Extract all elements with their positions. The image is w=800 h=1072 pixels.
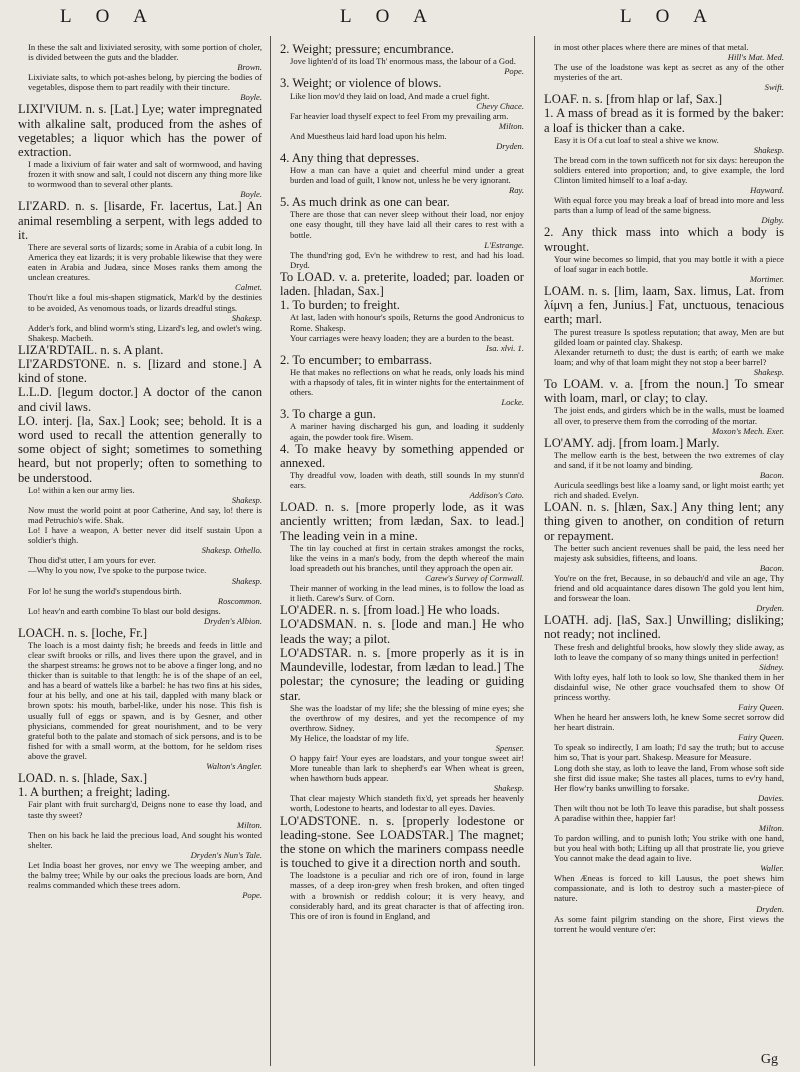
quotation-source: Fairy Queen. [738,702,784,713]
quotation-source: Roscommon. [217,595,262,606]
quotation: Lo! within a ken our army lies. [28,484,135,495]
quotation: Adder's fork, and blind worm's sting, Lizard's leg, and owlet's wing. Shakesp. Macbeth. [28,322,262,343]
quotation: Easy it is Of a cut loaf to steal a shive we know. [554,134,719,145]
quotation: And Muestheus laid hard load upon his helm. [290,130,447,141]
quotation: He that makes no reflections on what he reads, only loads his mind with a rhapsody of tales, fit in winter nights for the entertainment of others. [290,366,524,398]
dictionary-entry: LOAD. n. s. [more properly lode, as it was anciently written; from lædan, Sax. to lead.] The leading vein in a mine. [280,500,524,543]
quotation: As some faint pilgrim standing on the shore, First views the torrent he would venture o'er: [554,913,784,934]
quotation: O happy fair! Your eyes are loadstars, and your tongue sweet air! More tuneable than lark to shepherd's ear When wheat is green, when hawthorn buds appear. [290,753,524,784]
quotation: She was the loadstar of my life; she the blessing of mine eyes; she the overthrow of my desires, and yet the recompence of my overthrow. Sidney. [290,702,524,733]
quotation-source: Addison's Cato. [469,490,524,501]
dictionary-entry: LOACH. n. s. [loche, Fr.] [18,625,148,640]
dictionary-entry: LO'ADER. n. s. [from load.] He who loads. [280,603,500,618]
quotation-source: L'Estrange. [484,239,524,250]
quotation-source: Isa. xlvi. 1. [486,342,524,353]
quotation: Far heavier load thyself expect to feel From my prevailing arm. [290,110,509,121]
dictionary-entry: 1. A burthen; a freight; lading. [18,785,171,800]
quotation-source: Shakesp. [231,494,262,505]
dictionary-entry: LOAN. n. s. [hlæn, Sax.] Any thing lent; any thing given to another, on condition of return or repayment. [544,500,784,543]
quotation-source: Locke. [501,397,524,408]
quotation-source: Sidney. [759,661,784,672]
dictionary-entry: 2. Weight; pressure; encumbrance. [280,42,454,56]
dictionary-column-1 [18,42,262,900]
quotation: With equal force you may break a loaf of bread into more and less parts than a lump of lead of the same bigness. [554,195,784,216]
quotation: Alexander returneth to dust; the dust is earth; of earth we make loam; and why of that loam might they not stop a beer barrel? [554,346,784,367]
quotation-source: Milton. [758,823,784,833]
quotation-source: Boyle. [240,189,262,200]
quotation-source: Shakesp. [231,312,262,323]
quotation-source: Dryden's Albion. [203,615,262,626]
quotation-source: Hayward. [750,185,784,196]
quotation: At last, laden with honour's spoils, Returns the good Andronicus to Rome. Shakesp. [290,312,524,333]
quotation: Jove lighten'd of its load Th' enormous mass, the labour of a God. [290,56,516,67]
quotation-source: Bacon. [759,470,784,481]
quotation: Now must the world point at poor Catherine, And say, lo! there is mad Petruchio's wife. Shak. [28,504,262,526]
dictionary-entry: LOAF. n. s. [from hlap or laf, Sax.] [544,92,723,107]
quotation: Like lion mov'd they laid on load, And made a cruel fight. [290,90,490,101]
quotation: You're on the fret, Because, in so debauch'd and vile an age, Thy friend and old acquaintance dares disown The gold you lent him, and forswear the loan. [554,573,784,604]
signature-mark: Gg [760,1052,778,1067]
dictionary-entry: 2. To encumber; to embarrass. [280,352,433,367]
quotation-source: Pope. [242,890,262,901]
quotation: I made a lixivium of fair water and salt of wormwood, and having frozen it with snow and salt, I could not discern any thing more like to wormwood than to several other plants. [28,159,262,190]
quotation: Lo! I have a weapon, A better never did itself sustain Upon a soldier's thigh. [28,525,262,546]
quotation: That clear majesty Which standeth fix'd, yet spreads her heavenly worth, Lodestone to hearts, and lodestar to all eyes. Davies. [290,793,524,814]
quotation: With lofty eyes, half loth to look so low, She thanked them in her disdainful wise, Ne other grace vouchsafed them to show Of princess worthy. [554,671,784,703]
quotation: When Æneas is forced to kill Lausus, the poet shews him compassionate, and is loth to destroy such a master-piece of nature. [554,873,784,904]
dictionary-entry: L.L.D. [legum doctor.] A doctor of the canon and civil laws. [18,385,262,414]
dictionary-entry: LOATH. adj. [laS, Sax.] Unwilling; disliking; not ready; not inclined. [544,613,784,642]
quotation-source: Pope. [504,66,524,77]
quotation: The use of the loadstone was kept as secret as any of the other mysteries of the art. [554,62,784,83]
quotation-source: Shakesp. [493,783,524,794]
quotation-source: Carew's Survey of Cornwall. [425,573,524,584]
quotation: The bread corn in the town sufficeth not for six days: hereupon the soldiers entered into proportion; and, to give example, the lord Clinton limited himself to a loaf a-day. [554,154,784,186]
quotation: To speak so indirectly, I am loath; I'd say the truth; but to accuse him so, That is your part. Shakesp. Measure for Measure. [554,742,784,763]
quotation: For lo! he sung the world's stupendous birth. [28,585,182,596]
dictionary-entry: 4. To make heavy by something appended or annexed. [280,441,524,470]
dictionary-entry: 1. A mass of bread as it is formed by the baker: a loaf is thicker than a cake. [544,106,784,135]
quotation-source: Chevy Chace. [476,100,524,111]
running-head-center: L O A [340,6,437,27]
dictionary-entry: 4. Any thing that depresses. [280,150,420,165]
quotation-source: Dryden. [756,603,784,614]
quotation-source: Spenser. [495,743,524,754]
quotation: The thund'ring god, Ev'n he withdrew to rest, and had his load. Dryd. [290,249,524,270]
running-head-left: L O A [60,6,157,27]
dictionary-entry: LO. interj. [la, Sax.] Look; see; behold. It is a word used to recall the attention generally to some object of sight; sometimes to something heard, but not properly; often to something to be understood. [18,413,262,485]
dictionary-entry: LIXI'VIUM. n. s. [Lat.] Lye; water impregnated with alkaline salt, produced from the ashes of vegetables; a liquor which has the power of extraction. [18,102,262,159]
quotation: Thou did'st utter, I am yours for ever. [28,555,156,566]
dictionary-entry: LO'ADSTONE. n. s. [properly lodestone or leading-stone. See LOADSTAR.] The magnet; the stone on which the mariners compass needle is touched to give it a direction north and south. [280,813,524,871]
quotation: Then wilt thou not be loth To leave this paradise, but shalt possess A paradise within thee, happier far! [554,802,784,823]
quotation: Their manner of working in the lead mines, is to follow the load as it lieth. Carew's Surv. of Corn. [290,583,524,604]
quotation: Your wine becomes so limpid, that you may bottle it with a piece of loaf sugar in each bottle. [554,253,784,274]
dictionary-entry: 3. Weight; or violence of blows. [280,76,442,91]
quotation-source: Hill's Mat. Med. [727,52,784,63]
dictionary-entry: 2. Any thick mass into which a body is wrought. [544,225,784,254]
quotation: in most other places where there are mines of that metal. [554,42,749,52]
quotation-source: Mortimer. [749,274,784,285]
dictionary-entry: LI'ZARDSTONE. n. s. [lizard and stone.] A kind of stone. [18,357,262,386]
quotation-source: Boyle. [240,92,262,103]
dictionary-entry: 1. To burden; to freight. [280,298,400,313]
quotation-source: Calmet. [235,282,262,293]
quotation-source: Shakesp. [231,575,262,586]
quotation-source: Digby. [761,215,784,226]
quotation-source: Shakesp. [753,367,784,378]
quotation: Long doth she stay, as loth to leave the land, From whose soft side she first did issue make; She tastes all places, turns to ev'ry hand, Her flow'ry banks unwilling to forsake. [554,762,784,793]
dictionary-entry: To LOAD. v. a. preterite, loaded; par. loaden or laden. [hladan, Sax.] [280,269,524,299]
column-rule-left [270,36,271,1066]
quotation-source: Walton's Angler. [206,761,262,772]
quotation-source: Shakesp. [753,144,784,155]
running-head [0,6,800,36]
quotation: The tin lay couched at first in certain strakes amongst the rocks, like the veins in a man's body, from the depth whereof the main load spreadeth out his branches, until they approach the open air. [290,542,524,573]
quotation-source: Milton. [498,120,524,131]
quotation-source: Moxon's Mech. Exer. [712,425,784,436]
quotation-source: Bacon. [759,563,784,573]
dictionary-entry: LOAM. n. s. [lim, laam, Sax. limus, Lat. from λίμνη a fen, Junius.] Fat, unctuous, tenacious earth; marl. [544,284,784,327]
quotation: To pardon willing, and to punish loth; You strike with one hand, but you heal with both; Lifting up all that prostrate lie, you grieve You cannot make the dead again to live. [554,833,784,864]
quotation-source: Davies. [757,792,784,803]
quotation-source: Swift. [764,82,784,93]
quotation: The better such ancient revenues shall be paid, the less need her majesty ask subsidies, fifteens, and loans. [554,542,784,563]
quotation-source: Dryden. [496,140,524,151]
quotation: Lixiviate salts, to which pot-ashes belong, by piercing the bodies of vegetables, dispose them to part readily with their tincture. [28,72,262,93]
column-rule-right [534,36,535,1066]
dictionary-entry: 3. To charge a gun. [280,407,376,422]
quotation: The loadstone is a peculiar and rich ore of iron, found in large masses, of a deep iron-grey when fresh broken, and often tinged with a brownish or reddish colour; it is very heavy, and considerably hard, and its great character is that of affecting iron. This ore of iron is found in England, and [290,870,524,921]
quotation: These fresh and delightful brooks, how slowly they slide away, as loth to leave the company of so many things united in perfection! [554,641,784,662]
quotation: My Helice, the loadstar of my life. [290,732,409,743]
quotation: The joist ends, and girders which be in the walls, must be loamed all over, to preserve them from the corroding of the mortar. [554,405,784,426]
quotation-source: Fairy Queen. [738,732,784,743]
quotation-source: Ray. [508,185,524,196]
quotation-source: Shakesp. Othello. [201,545,262,556]
quotation-source: Dryden. [756,903,784,914]
quotation: Thy dreadful vow, loaden with death, still sounds In my stunn'd ears. [290,470,524,491]
quotation: Auricula seedlings best like a loamy sand, or light moist earth; yet rich and shaded. Evelyn. [554,480,784,501]
quotation: Lo! heav'n and earth combine To blast our bold designs. [28,605,221,616]
quotation: The loach is a most dainty fish; he breeds and feeds in little and clear swift brooks or rills, and lives there upon the gravel, and in the sharpest streams: he grows not to be above a finger long, and no thicker than is suitable to that length: he is of the shape of an eel, and has a beard of wattels like a barbel: he has two fins at his sides, four at his belly, and one at his tail, dappled with many black or brown spots: his mouth, barbel-like, under his nose. This fish is usually full of eggs or spawn, and is by Gesner, and other physicians, commended for great nourishment, and to be very grateful both to the palate and stomach of sick persons, and is to be fished for with a small worm, at the bottom, for he seldom rises above the gravel. [28,639,262,761]
dictionary-entry: LO'ADSMAN. n. s. [lode and man.] He who leads the way; a pilot. [280,617,524,646]
quotation: There are those that can never sleep without their load, nor enjoy one easy thought, till they have laid all their cares to rest with a bottle. [290,209,524,240]
quotation: When he heard her answers loth, he knew Some secret sorrow did her heart distrain. [554,712,784,733]
quotation: Let India boast her groves, nor envy we The weeping amber, and the balmy tree; While by our oaks the precious loads are born, And realms commanded which these trees adorn. [28,859,262,890]
quotation: Fair plant with fruit surcharg'd, Deigns none to ease thy load, and taste thy sweet? [28,799,262,820]
quotation-source: Waller. [760,863,784,874]
quotation: Your carriages were heavy loaden; they are a burden to the beast. [290,332,514,343]
dictionary-entry: To LOAM. v. a. [from the noun.] To smear with loam, marl, or clay; to clay. [544,377,784,406]
quotation-source: Dryden's Nun's Tale. [190,849,262,860]
dictionary-entry: LIZA'RDTAIL. n. s. A plant. [18,342,164,357]
quotation: —Why lo you now, I've spoke to the purpose twice. [28,565,207,576]
dictionary-entry: LO'AMY. adj. [from loam.] Marly. [544,435,720,450]
dictionary-entry: LO'ADSTAR. n. s. [more properly as it is in Maundeville, lodestar, from lædan to lead.] The polestar; the cynosure; the leading or guiding star. [280,645,524,703]
running-head-right: L O A [620,6,717,27]
quotation-source: Milton. [236,819,262,830]
quotation: The mellow earth is the best, between the two extremes of clay and sand, if it be not loamy and binding. [554,449,784,470]
dictionary-entry: LI'ZARD. n. s. [lisarde, Fr. lacertus, Lat.] An animal resembling a serpent, with legs added to it. [18,199,262,242]
quotation: There are several sorts of lizards; some in Arabia of a cubit long. In America they eat lizards; it is very probable likewise that they were eaten in Arabia and Judæa, since Moses ranks them among the unclean creatures. [28,242,262,283]
dictionary-column-3 [544,42,784,934]
dictionary-column-2 [280,42,524,921]
dictionary-entry: 5. As much drink as one can bear. [280,195,450,210]
dictionary-entry: LOAD. n. s. [hlade, Sax.] [18,771,148,786]
quotation: Then on his back he laid the precious load, And sought his wonted shelter. [28,829,262,850]
quotation: How a man can have a quiet and cheerful mind under a great burden and load of guilt, I know not, unless he be very ignorant. [290,164,524,186]
quotation: Thou'rt like a foul mis-shapen stigmatick, Mark'd by the destinies to be avoided, As venomous toads, or lizards dreadful stings. [28,292,262,313]
quotation: In these the salt and lixiviated serosity, with some portion of choler, is divided between the guts and the bladder. [28,42,262,63]
quotation-source: Brown. [237,62,262,73]
quotation: The purest treasure Is spotless reputation; that away, Men are but gilded loam or painted clay. Shakesp. [554,326,784,347]
quotation: A mariner having discharged his gun, and loading it suddenly again, the powder took fire. Wisem. [290,421,524,442]
